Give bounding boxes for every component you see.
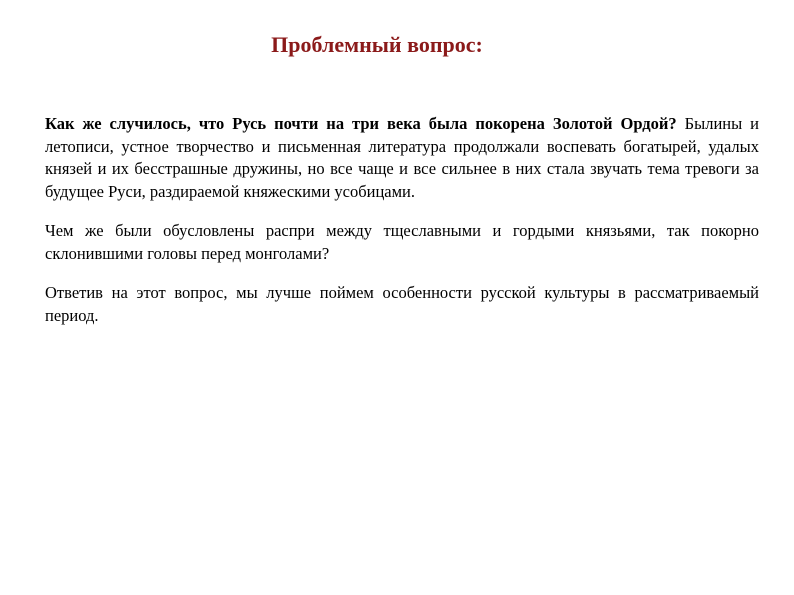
paragraph-3: Ответив на этот вопрос, мы лучше поймем особенности русской культуры в рассматриваемый период. bbox=[45, 283, 759, 325]
slide-title: Проблемный вопрос: bbox=[271, 32, 483, 57]
paragraph-2: Чем же были обусловлены распри между тщеславными и гордыми князьями, так покорно склонившими головы перед монголами? bbox=[45, 221, 759, 263]
paragraph-1 bbox=[45, 113, 759, 203]
problem-question: Как же случилось, что Русь почти на три века была покорена Золотой Ордой? bbox=[45, 114, 677, 133]
slide-content bbox=[45, 113, 759, 344]
paragraph-1-text: Былины и летописи, устное творчество и письменная литература продолжали воспевать богатырей, удалых князей и их бесстрашные дружины, но все чаще и все сильнее в них стала звучать тема тревоги за будущее Руси, раздираемой княжескими усобицами. bbox=[45, 114, 759, 201]
